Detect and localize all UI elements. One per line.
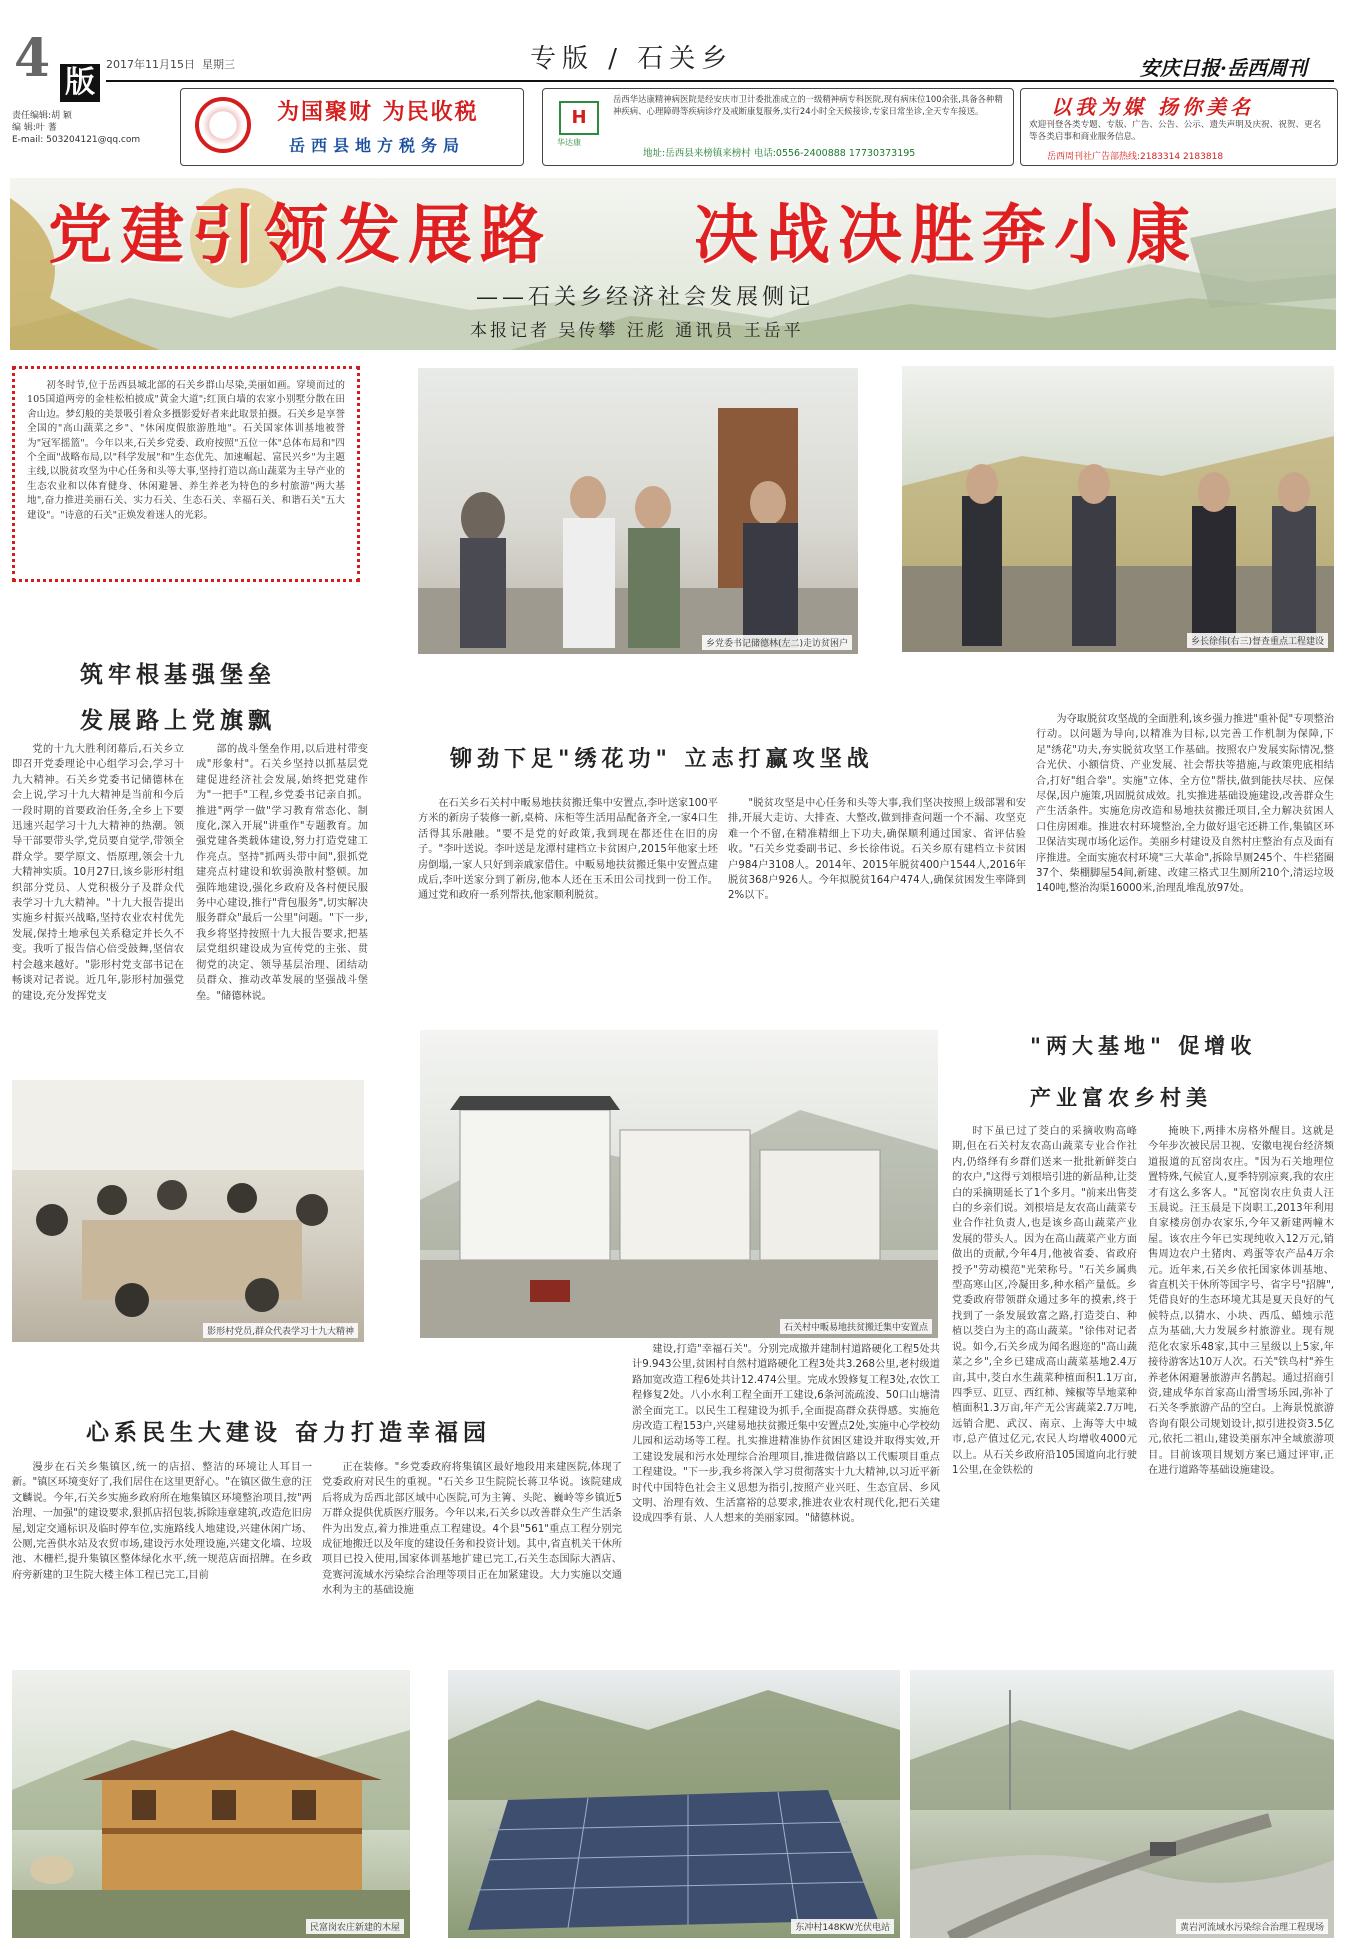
hospital-ad [542, 88, 1014, 166]
hospital-logo-icon: H [559, 101, 599, 135]
photo-scene-cabin [12, 1670, 410, 1938]
photo-scene-indoor [418, 368, 858, 654]
sec3-title-2: 产业富农乡村美 [1030, 1085, 1212, 1110]
hospital-address: 地址:岳西县来榜镇来榜村 电话:0556-2400888 17730373195 [643, 148, 916, 159]
photo-caption-1: 乡党委书记储德林(左二)走访贫困户 [702, 635, 852, 650]
sec4-text-col1 [12, 1460, 312, 1618]
sec1-paragraph-b: 部的战斗堡垒作用,以后进村带变成"形象村"。石关乡坚持以抓基层党建促进经济社会发展,始终把党建作为"一把手"工程,乡党委书记亲自抓。推进"两学一做"学习教育常态化、制度化,深入开展"讲重作"专题教育。加强党建各类载体建设,努力打造党建工作亮点。坚持"抓两头带中间",狠抓党建亮点村建设和软弱涣散村整顿。加强阵地建设,强化乡政府及各村便民服务中心建设,推行"背包服务",切实解决服务群众"最后一公里"问题。"下一步,我乡将坚持按照十九大报告要求,把基层党组织建设成为宣传党的主张、贯彻党的决定、领导基层治理、团结动员群众、推动改革发展的坚强战斗堡垒。"储德林说。 [196, 744, 368, 1002]
intro-text: 初冬时节,位于岳西县城北部的石关乡群山尽染,美丽如画。穿境而过的105国道两旁的金桂松柏披成"黄金大道";红顶白墙的农家小别墅分散在田舍山边。梦幻般的美景吸引着众多摄影爱好者来此取景拍摄。石关乡是享誉全国的"高山蔬菜之乡"、"休闲度假旅游胜地"。石关国家体训基地被誉为"冠军摇篮"。今年以来,石关乡党委、政府按照"五位一体"总体布局和"四个全面"战略布局,以"科学发展"和"生态优先、加速崛起、富民兴乡"为主题主线,以脱贫攻坚为中心任务和头等大事,坚持打造以高山蔬菜为主导产业的生态农业和以体育健身、休闲避暑、养生养老为特色的乡村旅游"两大基地",奋力推进美丽石关、实力石关、生态石关、幸福石关、和谐石关"五大建设"。"诗意的石关"正焕发着迷人的光彩。 [27, 380, 345, 521]
photo-caption-3: 影形村党员,群众代表学习十九大精神 [203, 1323, 358, 1338]
weekly-ad [1020, 88, 1338, 166]
intro-box [12, 366, 360, 582]
paper-name: 安庆日报·岳西周刊 [1140, 56, 1307, 80]
sec1-text-col1 [12, 742, 184, 1068]
photo-river-treatment [910, 1670, 1334, 1938]
sec3-paragraph-b: 掩映下,两排木房格外醒目。这就是今年步次被民居卫视、安徽电视台经济频道报道的瓦窑岗农庄。"因为石关地理位置特殊,气候宜人,夏季特别凉爽,我的农庄才有这么多客人。"瓦窑岗农庄负责人汪玉晨说。汪玉晨是下岗职工,2013年利用自家楼房创办农家乐,今年又新建两幢木屋。该农庄今年已实现纯收入12万元,销售周边农户土猪肉、鸡蛋等农产品4万余元。近年来,石关乡依托国家体训基地、省直机关干休所等国字号、省字号"招牌",凭借良好的生态环境尤其是夏天良好的气候特点,以猜水、小块、西瓜、蜡烛示范点为基础,大力发展乡村旅游业。现有规范化农家乐48家,其中三星级以上5家,年接待游客达10万人次。石关"铁鸟村"养生养老休闲避暑旅游声名鹊起。通过招商引资,建成华东首家高山滑雪场乐园,弥补了石关冬季旅游产品的空白。上海景悦旅游咨询有限公司规划设计,拟引进投资3.5亿元,依托二祖山,建设美丽东冲全域旅游项目。目前该项目规划方案已通过评审,正在进行道路等基础设施建设。 [1148, 1126, 1334, 1476]
editor-line: 责任编辑:胡 颖 [12, 111, 72, 121]
photo-township-chief-inspect [902, 366, 1334, 652]
weekly-text: 欢迎刊登各类专题、专版、广告、公告、公示、遗失声明及庆祝、祝贺、更名等各类启事和商业服务信息。 [1029, 120, 1322, 142]
photo-party-secretary-visit [418, 368, 858, 654]
photo-caption-6: 东冲村148KW光伏电站 [791, 1919, 894, 1934]
photo-scene-solar [448, 1670, 900, 1938]
photo-party-study [12, 1080, 364, 1342]
sec2-text-col3 [1036, 712, 1334, 940]
weekday-text: 星期三 [202, 58, 235, 71]
sec3-title-1: "两大基地" 促增收 [1030, 1033, 1257, 1058]
masthead [0, 0, 1345, 170]
sec2-text-col2 [728, 796, 1026, 990]
sec2-text-col1 [418, 796, 718, 990]
sec3-paragraph-a: 时下虽已过了茭白的采摘收购高峰期,但在石关村友农高山蔬菜专业合作社内,仍络绎有乡群们送来一批批新鲜茭白的农户,"这得亏刘根培引进的新品种,让茭白的采摘期延长了1个多月。"前来出售茭白的乡亲们说。刘根培是友农高山蔬菜专业合作社负责人,也是该乡高山蔬菜产业发展的带头人。因为在高山蔬菜产业方面做出的贡献,今年4月,他被省委、省政府授予"劳动模范"光荣称号。"石关乡属典型高寒山区,冷凝田多,种水稻产量低。乡党委政府带领群众通过多年的摸索,终于找到了一条发展致富之路,打造茭白、种植以茭白为主的高山蔬菜。"徐伟对记者说。如今,石关乡成为闻名遐迩的"高山蔬菜之乡",全乡已建成高山蔬菜基地2.4万亩,其中,茭白水生蔬菜种植面积1.1万亩,四季豆、豇豆、西红柿、辣椒等旱地菜种植面积1.3万亩,年产无公害蔬菜2.7万吨,远销合肥、武汉、南京、上海等大中城市,总产值过亿元,农民人均增收4000元以上。从石关乡政府沿105国道向北行驶1公里,在金铁松的 [952, 1126, 1137, 1476]
headline-byline: 本报记者 吴传攀 汪彪 通讯员 王岳平 [470, 321, 804, 341]
sec2-paragraph-c: 为夺取脱贫攻坚战的全面胜利,该乡强力推进"重补促"专项整治行动。以问题为导向,以精准为目标,以完善工作机制为保障,下足"绣花"功夫,夯实脱贫攻坚工作基础。按照农户发展实际情况,整合光伏、小额信贷、产业发展、社会帮扶等措施,与政策兜底相结合,打好"组合拳"。实施"立体、全方位"帮扶,做到能扶尽扶、应保尽保,因户施策,巩固脱贫成效。扎实推进基础设施建设,改善群众生产生活条件。实施危房改造和易地扶贫搬迁项目,全力解决贫困人口住房困难。推进农村环境整治,全力做好退宅还耕工作,集镇区环卫保洁实现市场化运作。美丽乡村建设及自然村庄整治有点及面有序推进。全面实施农村环境"三大革命",拆除旱厕245个、牛栏猪圈37个、柴棚脚屋54间,新建、改建三格式卫生厕所210个,清运垃圾140吨,整治沟渠16000米,治理乱堆乱放97处。 [1036, 714, 1334, 895]
headline-main-left: 党建引领发展路 [48, 199, 552, 273]
tax-slogan: 为国聚财 为民收税 [277, 99, 479, 125]
sec4-text-col2 [322, 1460, 622, 1618]
photo-caption-5: 民富岗农庄新建的木屋 [306, 1919, 404, 1934]
sec4-paragraph-a: 漫步在石关乡集镇区,统一的店招、整洁的环境让人耳目一新。"镇区环境变好了,我们居住在这里更舒心。"在镇区做生意的汪文麟说。今年,石关乡实施乡政府所在地集镇区环境整治项目,按"两治理、一加强"的建设要求,狠抓店招包装,拆除违章建筑,改造危旧房屋,划定交通标识及临时停车位,实施路线人地建设,兴建休闲广场、公厕,完善供水站及农贸市场,建设污水处理设施,兴建文化墙、垃圾池、木栅栏,提升集镇区整体绿化水平,统一规范店面招牌。在乡政府旁新建的卫生院大楼主体工程已完工,目前 [12, 1462, 312, 1581]
sec1-text-col2 [196, 742, 368, 1068]
photo-scene-outdoor [902, 366, 1334, 652]
sec2-paragraph-a: 在石关乡石关村中畈易地扶贫搬迁集中安置点,李叶送家100平方米的新房子装修一新,桌椅、床柜等生活用品配备齐全,一家4口生活得其乐融融。"要不是党的好政策,我到现在都还住在旧的房子。"李叶送说。李叶送是龙潭村建档立卡贫困户,2015年他家土坯房倒塌,一家人只好到亲戚家借住。中畈易地扶贫搬迁集中安置点建成后,李叶送家分到了新房,他本人还在玉禾田公司找到一份工作。通过党和政府一系列帮扶,他家顺利脱贫。 [418, 798, 718, 902]
photo-farm-cabin [12, 1670, 410, 1938]
page-number: 4 [14, 28, 51, 89]
tax-bureau-ad [180, 88, 524, 166]
date-text: 2017年11月15日 [106, 58, 195, 71]
sec4-paragraph-c: 建设,打造"幸福石关"。分别完成撤并建制村道路硬化工程5处共计9.943公里,贫困村自然村道路硬化工程3处共3.268公里,老村级道路加宽改造工程6处共计12.474公里。完成水毁修复工程3处,农饮工程修复2处。八小水利工程全面开工建设,6条河流疏浚、50口山塘清淤全面完工。以民生工程建设为抓手,全面提高群众获得感。实施危房改造工程153户,兴建易地扶贫搬迁集中安置点2处,实施中心学校幼儿园和运动场等工程。扎实推进精准协作贫困区建设并取得实效,开工建设发展和污水处理综合治理项目,推进微信路以工代赈项目重点工程建设。"下一步,我乡将深入学习贯彻落实十九大精神,以习近平新时代中国特色社会主义思想为指引,按照产业兴旺、生态宜居、乡风文明、治理有效、生活富裕的总要求,推进农业农村现代化,把石关建设成四季有景、人人想来的美丽家园。"储德林说。 [632, 1344, 940, 1525]
issue-date [106, 58, 235, 72]
headline-main-right: 决战决胜奔小康 [694, 199, 1198, 273]
photo-relocation-site [420, 1030, 938, 1338]
hospital-logo-text: 华达康 [557, 138, 581, 147]
hospital-text: 岳西华达康精神病医院是经安庆市卫计委批准成立的一级精神病专科医院,现有病床位100余张,具备各种精神疾病、心理障碍等疾病诊疗及戒断康复服务,实行24小时全天候接诊,专家日常坐诊,全天专车接送。 [613, 94, 1003, 116]
masthead-rule [106, 80, 1334, 82]
headline-banner [10, 178, 1336, 350]
weekly-phone: 岳西周刊社广告部热线:2183314 2183818 [1047, 152, 1224, 162]
weekly-slogan: 以我为媒 扬你美名 [1051, 95, 1254, 119]
tax-logo-icon [195, 97, 251, 153]
sec4-text-col3 [632, 1342, 940, 1618]
sec1-paragraph-a: 党的十九大胜利闭幕后,石关乡立即召开党委理论中心组学习会,学习十九大精神。石关乡党委书记储德林在会上说,学习十九大精神是当前和今后一段时期的首要政治任务,全乡上下要迅速兴起学习十九大精神的热潮。领导干部要带头学,党员要自觉学,带领全群众学。要学原文、悟原理,领会十九大精神实质。10月27日,该乡影形村组织部分党员、人党积极分子及群众代表学习十九大精神。"十九大报告提出实施乡村振兴战略,坚持农业农村优先发展,保持土地承包关系稳定并长久不变。我听了报告信心倍受鼓舞,坚信农村会越来越好。"影形村党支部书记在畅谈对记者说。近几年,影形村加强党的建设,充分发挥党支 [12, 744, 184, 1002]
sec1-title-1: 筑牢根基强堡垒 [80, 661, 276, 688]
sec4-paragraph-b: 正在装修。"乡党委政府将集镇区最好地段用来建医院,体现了党委政府对民生的重视。"石关乡卫生院院长蒋卫华说。该院建成后将成为岳西北部区域中心医院,可为主箐、头陀、巍岭等乡镇近5万群众提供优质医疗服务。今年以来,石关乡以改善群众生产生活条件为出发点,着力推进重点工程建设。4个县"561"重点工程分别完成征地搬迁以及年度的建设任务和投资计划。其中,省直机关干休所项目已投入使用,国家体训基地扩建已完工,石关生态国际大酒店、竞赛河流域水污染综合治理等项目正在加紧建设。大力实施以交通水利为主的基础设施 [322, 1462, 622, 1597]
sec2-paragraph-b: "脱贫攻坚是中心任务和头等大事,我们坚决按照上级部署和安排,开展大走访、大排查、大整改,做到排查问题一个不漏、攻坚克难一个不留,在精准精细上下功夫,确保顺利通过国家、省评估验收。"石关乡党委副书记、乡长徐伟说。石关乡原有建档立卡贫困户984户3108人。2014年、2015年脱贫400户1544人,2016年脱贫368户926人。今年拟脱贫164户474人,确保贫困发生率降到2%以下。 [728, 798, 1026, 902]
page-ban-box: 版 [60, 64, 100, 102]
sec3-text-col2 [1148, 1124, 1334, 1620]
sec4-title: 心系民生大建设 奋力打造幸福园 [86, 1419, 492, 1446]
section-name: 专版 / 石关乡 [530, 44, 734, 74]
photo-caption-7: 黄岩河流域水污染综合治理工程现场 [1176, 1919, 1328, 1934]
photo-solar-station [448, 1670, 900, 1938]
sec3-text-col1 [952, 1124, 1137, 1620]
photo-scene-houses [420, 1030, 938, 1338]
headline-subtitle: ——石关乡经济社会发展侧记 [476, 285, 815, 310]
photo-scene-meeting [12, 1080, 364, 1342]
sec2-title: 铆劲下足"绣花功" 立志打赢攻坚战 [450, 746, 874, 772]
sec1-title-2: 发展路上党旗飘 [80, 707, 276, 734]
editor-info [12, 110, 177, 146]
editor-line-2: 编 辑:叶 蓍 [12, 123, 57, 133]
tax-org: 岳西县地方税务局 [289, 136, 466, 155]
editor-email: E-mail: 503204121@qq.com [12, 135, 141, 145]
photo-caption-2: 乡长徐伟(右三)督查重点工程建设 [1187, 633, 1328, 648]
photo-caption-4: 石关村中畈易地扶贫搬迁集中安置点 [780, 1319, 932, 1334]
photo-scene-river [910, 1670, 1334, 1938]
